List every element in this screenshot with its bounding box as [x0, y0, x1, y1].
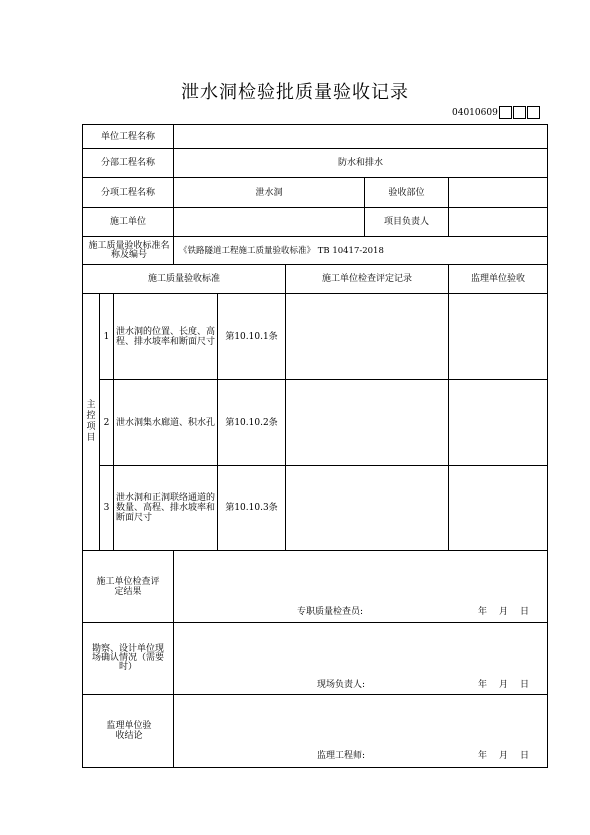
year-label: 年 [478, 680, 488, 690]
col-supervision-header: 监理单位验收 [470, 274, 525, 284]
year-label: 年 [478, 751, 488, 761]
inspector-label: 专职质量检查员: [297, 607, 364, 617]
item-number: 3 [103, 503, 110, 513]
unit-project-field[interactable] [174, 126, 546, 147]
supervision-conclusion-label: 监理单位验收结论 [106, 721, 152, 741]
item-number: 2 [103, 417, 110, 428]
item-supervision-record[interactable] [449, 294, 547, 379]
inspection-form-table [82, 124, 548, 768]
item-check-record[interactable] [286, 466, 448, 550]
division-project-label: 分部工程名称 [100, 158, 155, 168]
construction-unit-field[interactable] [174, 208, 364, 236]
day-label: 日 [520, 607, 530, 617]
year-label: 年 [478, 607, 488, 617]
form-code: 04010609 [452, 108, 498, 118]
main-items-label: 主控项目 [86, 400, 96, 443]
serial-box[interactable] [513, 106, 526, 119]
month-label: 月 [499, 751, 509, 761]
project-manager-label: 项目负责人 [383, 217, 429, 227]
item-clause: 第10.10.3条 [225, 503, 278, 513]
serial-box[interactable] [527, 106, 540, 119]
month-label: 月 [499, 680, 509, 690]
month-label: 月 [499, 607, 509, 617]
unit-project-label: 单位工程名称 [100, 131, 155, 142]
item-number: 1 [103, 331, 110, 342]
serial-boxes [499, 106, 540, 119]
item-description: 泄水洞和正洞联络通道的数量、高程、排水坡率和断面尺寸 [116, 493, 216, 523]
survey-confirm-label: 勘察、设计单位现场确认情况（需要时） [91, 644, 164, 672]
item-check-record[interactable] [286, 294, 448, 379]
item-description: 泄水洞集水廊道、积水孔 [116, 417, 216, 428]
construction-check-label: 施工单位检查评定结果 [96, 576, 160, 597]
item-supervision-record[interactable] [449, 466, 547, 550]
accept-part-field[interactable] [449, 178, 547, 207]
item-check-record[interactable] [286, 380, 448, 465]
sub-project-value[interactable]: 泄水洞 [255, 187, 283, 198]
page-title: 泄水洞检验批质量验收记录 [181, 82, 409, 103]
item-clause: 第10.10.2条 [225, 417, 278, 428]
col-standard-header: 施工质量验收标准 [147, 274, 220, 284]
division-project-value[interactable]: 防水和排水 [337, 158, 383, 168]
accept-part-label: 验收部位 [388, 187, 425, 198]
supervisor-label: 监理工程师: [317, 751, 366, 761]
construction-unit-label: 施工单位 [109, 217, 146, 227]
day-label: 日 [520, 751, 530, 761]
standard-name-value: 《铁路隧道工程施工质量验收标准》 TB 10417-2018 [179, 245, 384, 256]
col-check-header: 施工单位检查评定记录 [321, 274, 412, 284]
site-manager-label: 现场负责人: [317, 680, 366, 690]
sub-project-label: 分项工程名称 [100, 187, 155, 198]
project-manager-field[interactable] [449, 208, 547, 236]
day-label: 日 [520, 680, 530, 690]
item-clause: 第10.10.1条 [225, 331, 278, 342]
item-supervision-record[interactable] [449, 380, 547, 465]
standard-name-label: 施工质量验收标准名称及编号 [88, 240, 170, 260]
item-description: 泄水洞的位置、长度、高程、排水坡率和断面尺寸 [116, 326, 216, 347]
serial-box[interactable] [499, 106, 512, 119]
